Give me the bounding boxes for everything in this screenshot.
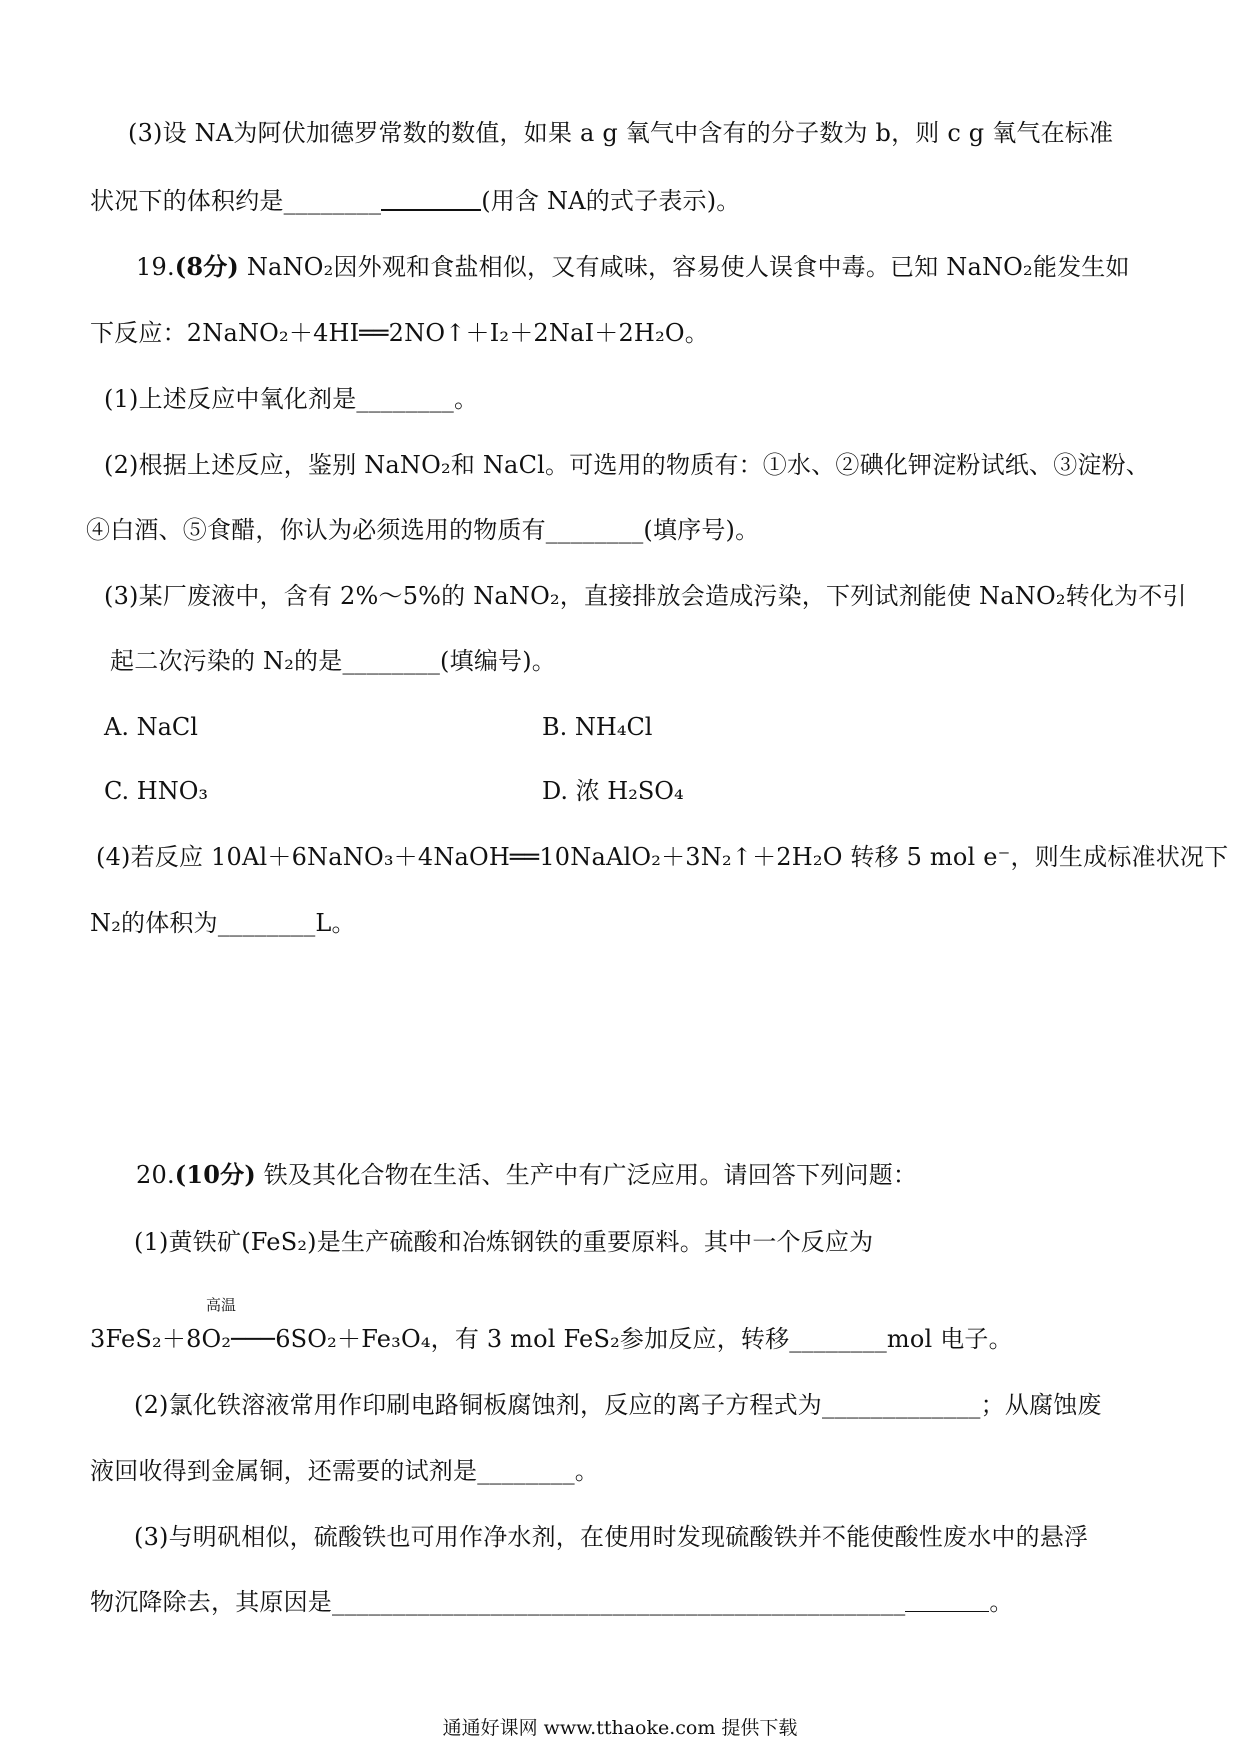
q20-part1-line1: (1)黄铁矿(FeS₂)是生产硫酸和冶炼钢铁的重要原料。其中一个反应为 — [134, 1228, 874, 1256]
q19-choice-c: C. HNO₃ — [104, 777, 208, 805]
answer-blank — [381, 187, 481, 211]
q20-part3-line2 — [90, 1587, 1014, 1617]
q19-choice-d: D. 浓 H₂SO₄ — [542, 777, 684, 805]
q19-part2-line1: (2)根据上述反应，鉴别 NaNO₂和 NaCl。可选用的物质有：①水、②碘化钾淀粉试纸、③淀粉、 — [104, 451, 1151, 479]
q19-part4-line1: (4)若反应 10Al＋6NaNO₃＋4NaOH══10NaAlO₂＋3N₂↑＋2H₂O 转移 5 mol e⁻，则生成标准状况下 — [96, 843, 1229, 871]
reaction-condition-label: 高温 — [206, 1296, 237, 1314]
q19-part1: (1)上述反应中氧化剂是________。 — [104, 385, 479, 413]
q18-part3-line2 — [90, 186, 741, 216]
q19-header — [136, 252, 1130, 282]
q19-intro-line1: NaNO₂因外观和食盐相似，又有咸味，容易使人误食中毒。已知 NaNO₂能发生如 — [246, 253, 1130, 281]
q20-part1-line2: 3FeS₂＋8O₂───6SO₂＋Fe₃O₄，有 3 mol FeS₂参加反应，转移________mol 电子。 — [90, 1325, 1013, 1353]
q18-part3-line2-text: 状况下的体积约是________ — [90, 187, 382, 215]
q19-part3-line2: 起二次污染的 N₂的是________(填编号)。 — [110, 647, 556, 675]
answer-blank — [905, 1589, 989, 1612]
footer-text: 通通好课网 www.tthaoke.com 提供下载 — [442, 1717, 798, 1739]
q19-number: 19. — [136, 253, 175, 281]
q20-part3-line2-tail: 。 — [989, 1588, 1014, 1616]
q18-part3-line1: (3)设 NA为阿伏加德罗常数的数值，如果 a g 氧气中含有的分子数为 b，则 c g 氧气在标准 — [128, 119, 1114, 147]
q19-score: (8分) — [174, 252, 239, 281]
q20-number: 20. — [136, 1161, 175, 1189]
q20-part2-line1: (2)氯化铁溶液常用作印刷电路铜板腐蚀剂，反应的离子方程式为_____________；从腐蚀废 — [134, 1391, 1102, 1419]
q19-choice-b: B. NH₄Cl — [542, 713, 653, 741]
q19-part3-line1: (3)某厂废液中，含有 2%～5%的 NaNO₂，直接排放会造成污染，下列试剂能使 NaNO₂转化为不引 — [104, 582, 1187, 610]
q20-header — [136, 1160, 917, 1190]
q19-part4-line2: N₂的体积为________L。 — [90, 909, 356, 937]
q20-intro: 铁及其化合物在生活、生产中有广泛应用。请回答下列问题： — [263, 1161, 918, 1189]
q20-part3-line2-text: 物沉降除去，其原因是_______________________________________________ — [90, 1588, 906, 1616]
q18-part3-line2-tail: (用含 NA的式子表示)。 — [481, 187, 741, 215]
q20-score: (10分) — [174, 1160, 256, 1189]
q20-part3-line1: (3)与明矾相似，硫酸铁也可用作净水剂，在使用时发现硫酸铁并不能使酸性废水中的悬浮 — [134, 1523, 1089, 1551]
q19-part2-line2: ④白酒、⑤食醋，你认为必须选用的物质有________(填序号)。 — [86, 516, 760, 544]
q19-intro-line2: 下反应：2NaNO₂＋4HI══2NO↑＋I₂＋2NaI＋2H₂O。 — [90, 319, 709, 347]
q19-choice-a: A. NaCl — [104, 713, 198, 741]
q20-part2-line2: 液回收得到金属铜，还需要的试剂是________。 — [90, 1457, 599, 1485]
